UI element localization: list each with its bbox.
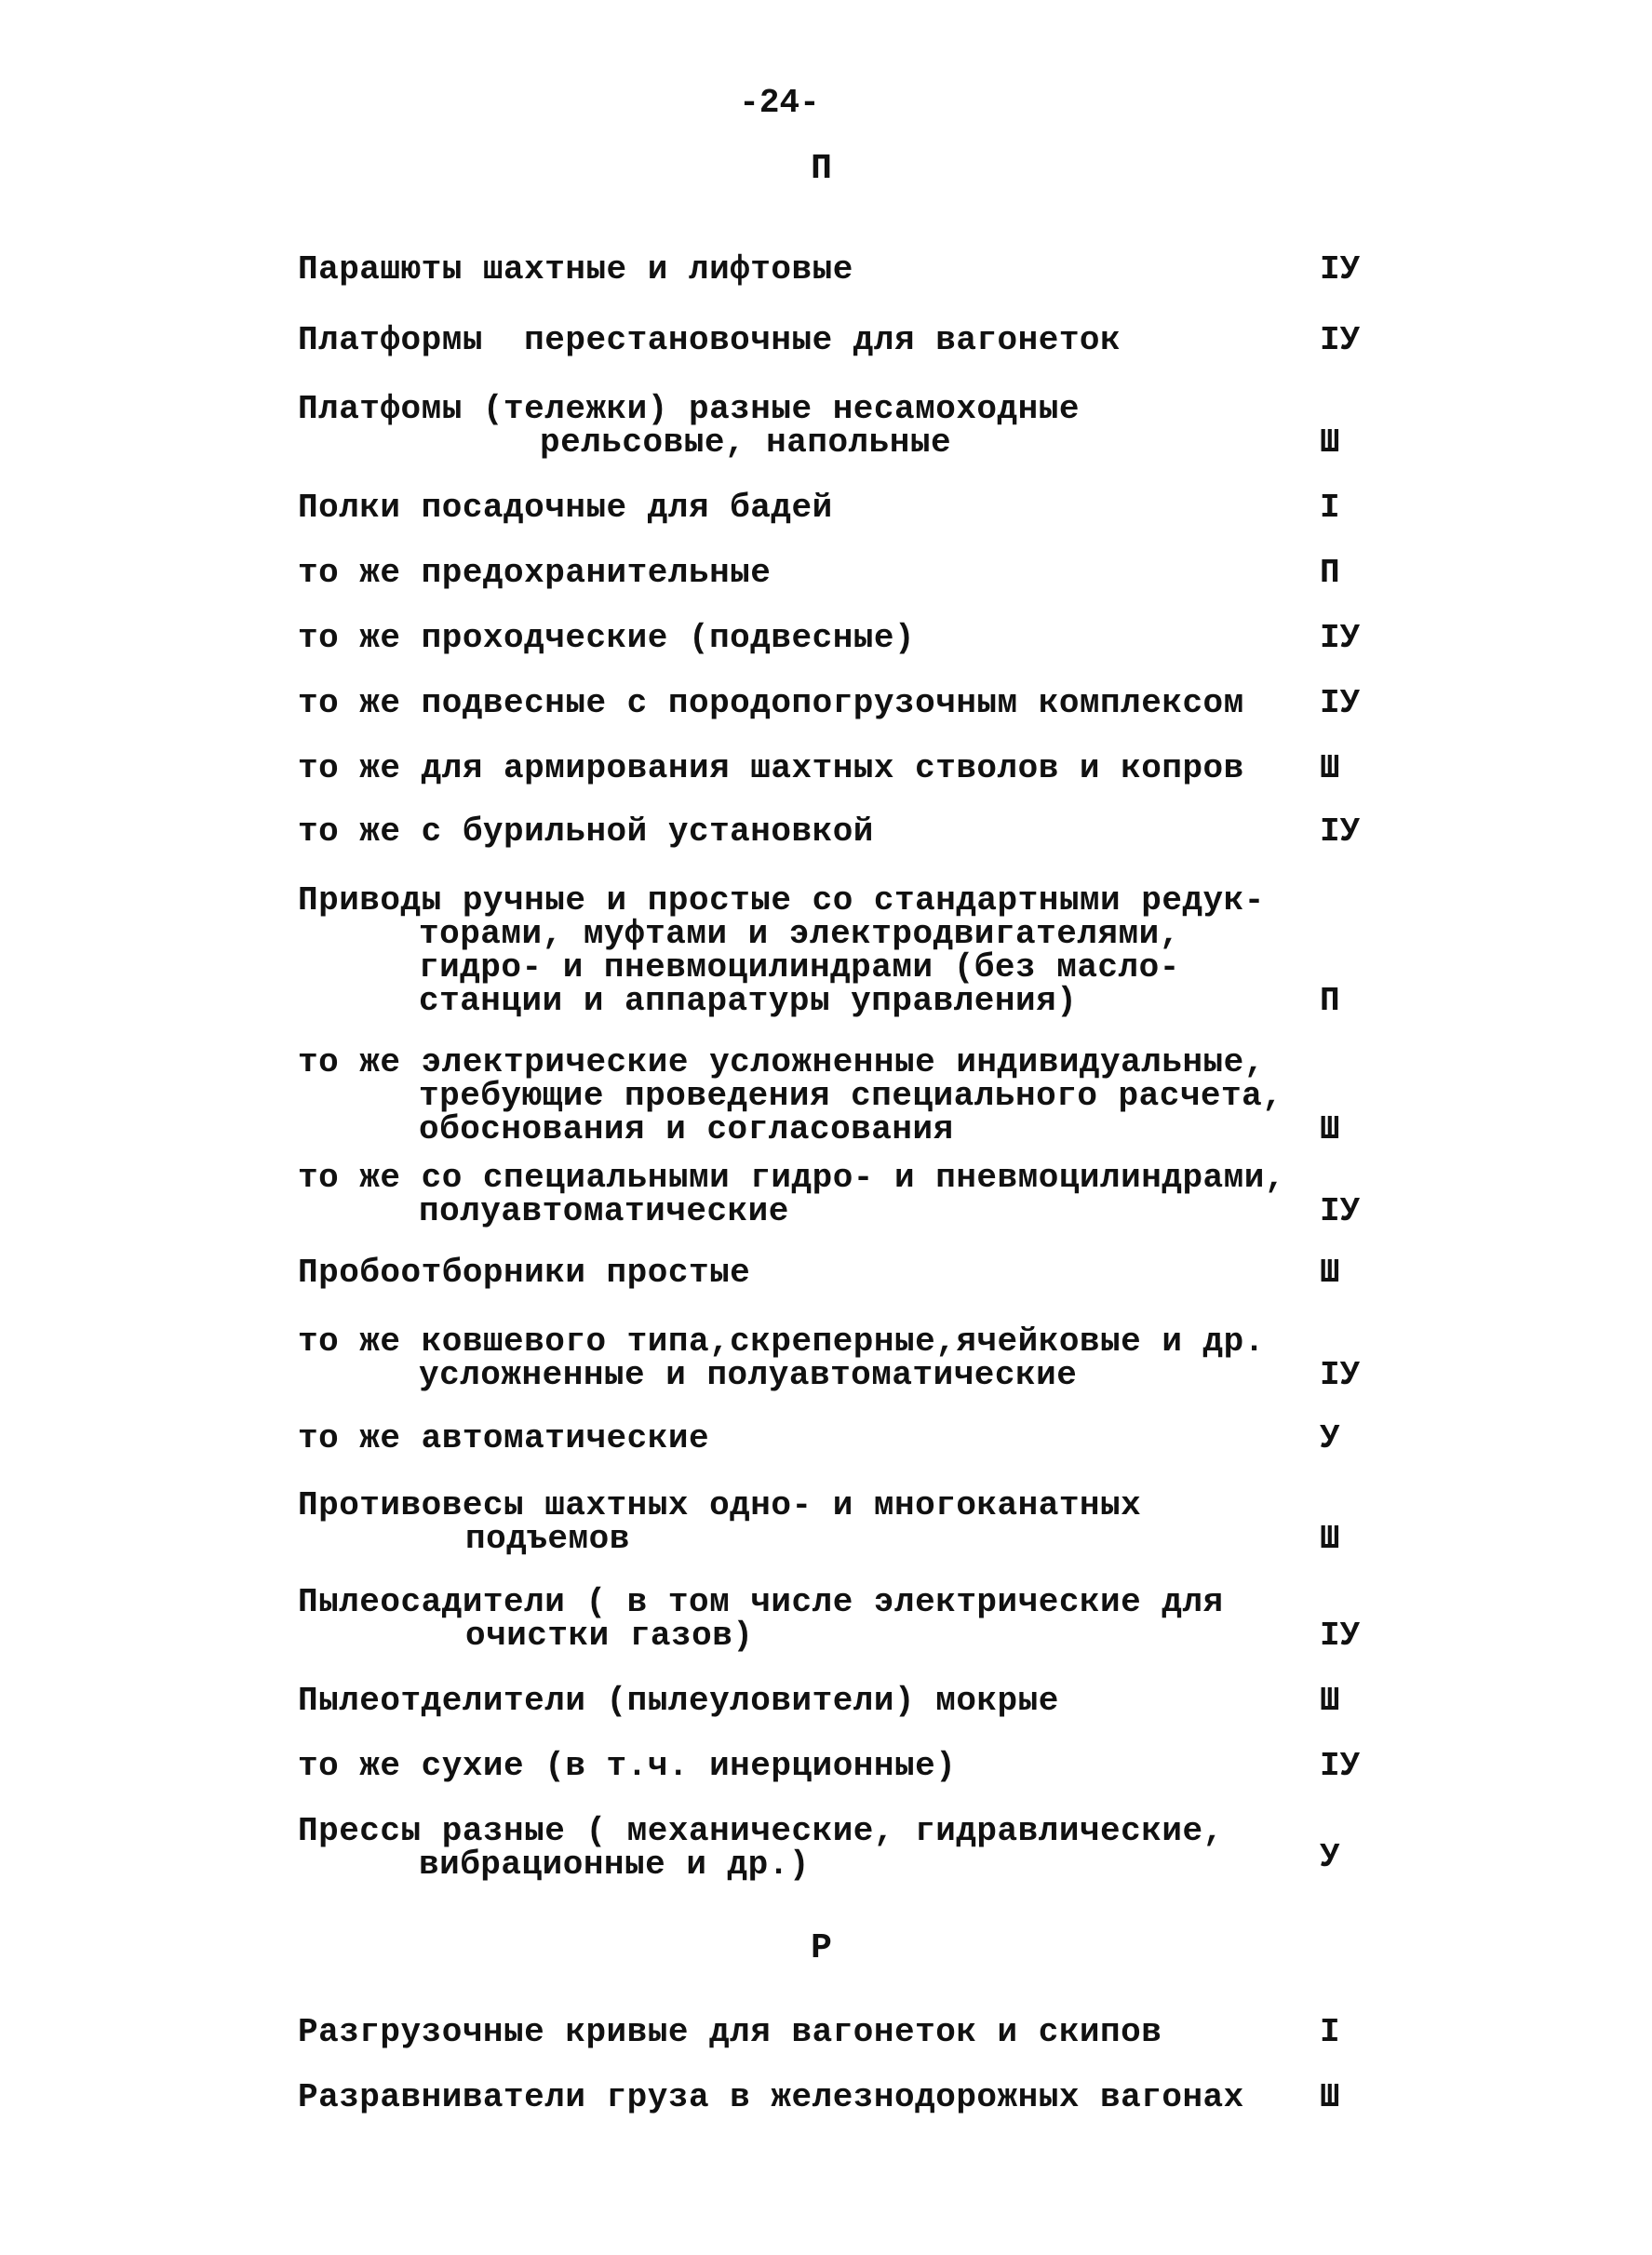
entry-line: Противовесы шахтных одно- и многоканатных: [298, 1486, 1142, 1524]
entry-line: то же с бурильной установкой: [298, 812, 874, 851]
category-label: П: [1320, 554, 1340, 592]
category-label: IУ: [1320, 1747, 1361, 1785]
category-label: IУ: [1320, 1192, 1361, 1230]
entry-line: то же предохранительные: [298, 554, 772, 592]
entry-line: усложненные и полуавтоматические: [419, 1356, 1078, 1394]
entry-line: полуавтоматические: [419, 1192, 789, 1230]
category-label: Ш: [1320, 1254, 1340, 1292]
list-item: [298, 1043, 1471, 1148]
list-item: [298, 1256, 1471, 1290]
entry-line: Пылеотделители (пылеуловители) мокрые: [298, 1682, 1059, 1720]
category-label: Ш: [1320, 2078, 1340, 2116]
category-label: IУ: [1320, 1617, 1361, 1655]
category-label: IУ: [1320, 250, 1361, 289]
entry-line: то же ковшевого типа,скреперные,ячейковые и др.: [298, 1322, 1265, 1361]
entry-line: то же электрические усложненные индивидуальные,: [298, 1043, 1265, 1081]
entry-line: Пылеосадители ( в том числе электрические для: [298, 1583, 1224, 1621]
entry-line: то же сухие (в т.ч. инерционные): [298, 1747, 957, 1785]
list-item: [298, 491, 1471, 525]
entry-line: торами, муфтами и электродвигателями,: [419, 915, 1180, 953]
entry-line: то же автоматические: [298, 1419, 710, 1457]
category-label: П: [1320, 982, 1340, 1020]
category-label: Ш: [1320, 423, 1340, 462]
list-item: [298, 390, 1471, 462]
entry-line: Платфомы (тележки) разные несамоходные: [298, 390, 1080, 428]
list-item: [298, 1812, 1471, 1884]
entry-line: то же со специальными гидро- и пневмоцилиндрами,: [298, 1159, 1285, 1197]
category-label: У: [1320, 1838, 1340, 1876]
page-number: -24-: [739, 84, 820, 122]
category-label: IУ: [1320, 812, 1361, 851]
section-letter: Р: [811, 1928, 832, 1968]
entry-line: рельсовые, напольные: [540, 423, 952, 462]
category-label: IУ: [1320, 619, 1361, 657]
list-item: [298, 684, 1471, 722]
list-item: [298, 1682, 1471, 1720]
list-item: [298, 1322, 1471, 1394]
entry-line: подъемов: [465, 1520, 630, 1558]
category-label: IУ: [1320, 684, 1361, 722]
category-label: Ш: [1320, 1682, 1340, 1720]
category-label: Ш: [1320, 1520, 1340, 1558]
list-item: [298, 1583, 1471, 1655]
list-item: [298, 881, 1471, 1020]
category-label: I: [1320, 489, 1340, 527]
list-item: [298, 1161, 1471, 1228]
entry-line: станции и аппаратуры управления): [419, 982, 1078, 1020]
entry-line: гидро- и пневмоцилиндрами (без масло-: [419, 948, 1180, 987]
entry-line: то же для армирования шахтных стволов и копров: [298, 749, 1244, 787]
list-item: [298, 2013, 1471, 2051]
entry-line: Приводы ручные и простые со стандартными редук-: [298, 881, 1265, 919]
category-label: У: [1320, 1419, 1340, 1457]
category-label: IУ: [1320, 1356, 1361, 1394]
entry-line: Парашюты шахтные и лифтовые: [298, 250, 853, 289]
entry-line: Разгрузочные кривые для вагонеток и скипов: [298, 2013, 1162, 2051]
list-item: [298, 2078, 1471, 2116]
entry-line: обоснования и согласования: [419, 1110, 954, 1148]
entry-line: вибрационные и др.): [419, 1846, 810, 1884]
category-label: Ш: [1320, 1110, 1340, 1148]
category-label: IУ: [1320, 321, 1361, 359]
list-item: [298, 619, 1471, 657]
category-label: I: [1320, 2013, 1340, 2051]
entry-line: то же проходческие (подвесные): [298, 619, 916, 657]
entry-line: Прессы разные ( механические, гидравлические,: [298, 1812, 1224, 1850]
category-label: Ш: [1320, 749, 1340, 787]
list-item: [298, 812, 1471, 851]
entry-line: Пробоотборники простые: [298, 1254, 751, 1292]
list-item: [298, 749, 1471, 787]
entry-line: требующие проведения специального расчета,: [419, 1077, 1283, 1115]
entry-line: Разравниватели груза в железнодорожных вагонах: [298, 2078, 1244, 2116]
list-item: [298, 554, 1471, 592]
entry-line: очистки газов): [465, 1617, 754, 1655]
entry-line: Полки посадочные для бадей: [298, 489, 833, 527]
list-item: [298, 1747, 1471, 1785]
list-item: [298, 321, 1471, 359]
entry-line: то же подвесные с породопогрузочным комплексом: [298, 684, 1244, 722]
list-item: [298, 250, 1471, 289]
list-item: [298, 1419, 1471, 1457]
list-item: [298, 1486, 1471, 1558]
section-letter: П: [811, 149, 832, 189]
entry-line: Платформы перестановочные для вагонеток: [298, 321, 1121, 359]
